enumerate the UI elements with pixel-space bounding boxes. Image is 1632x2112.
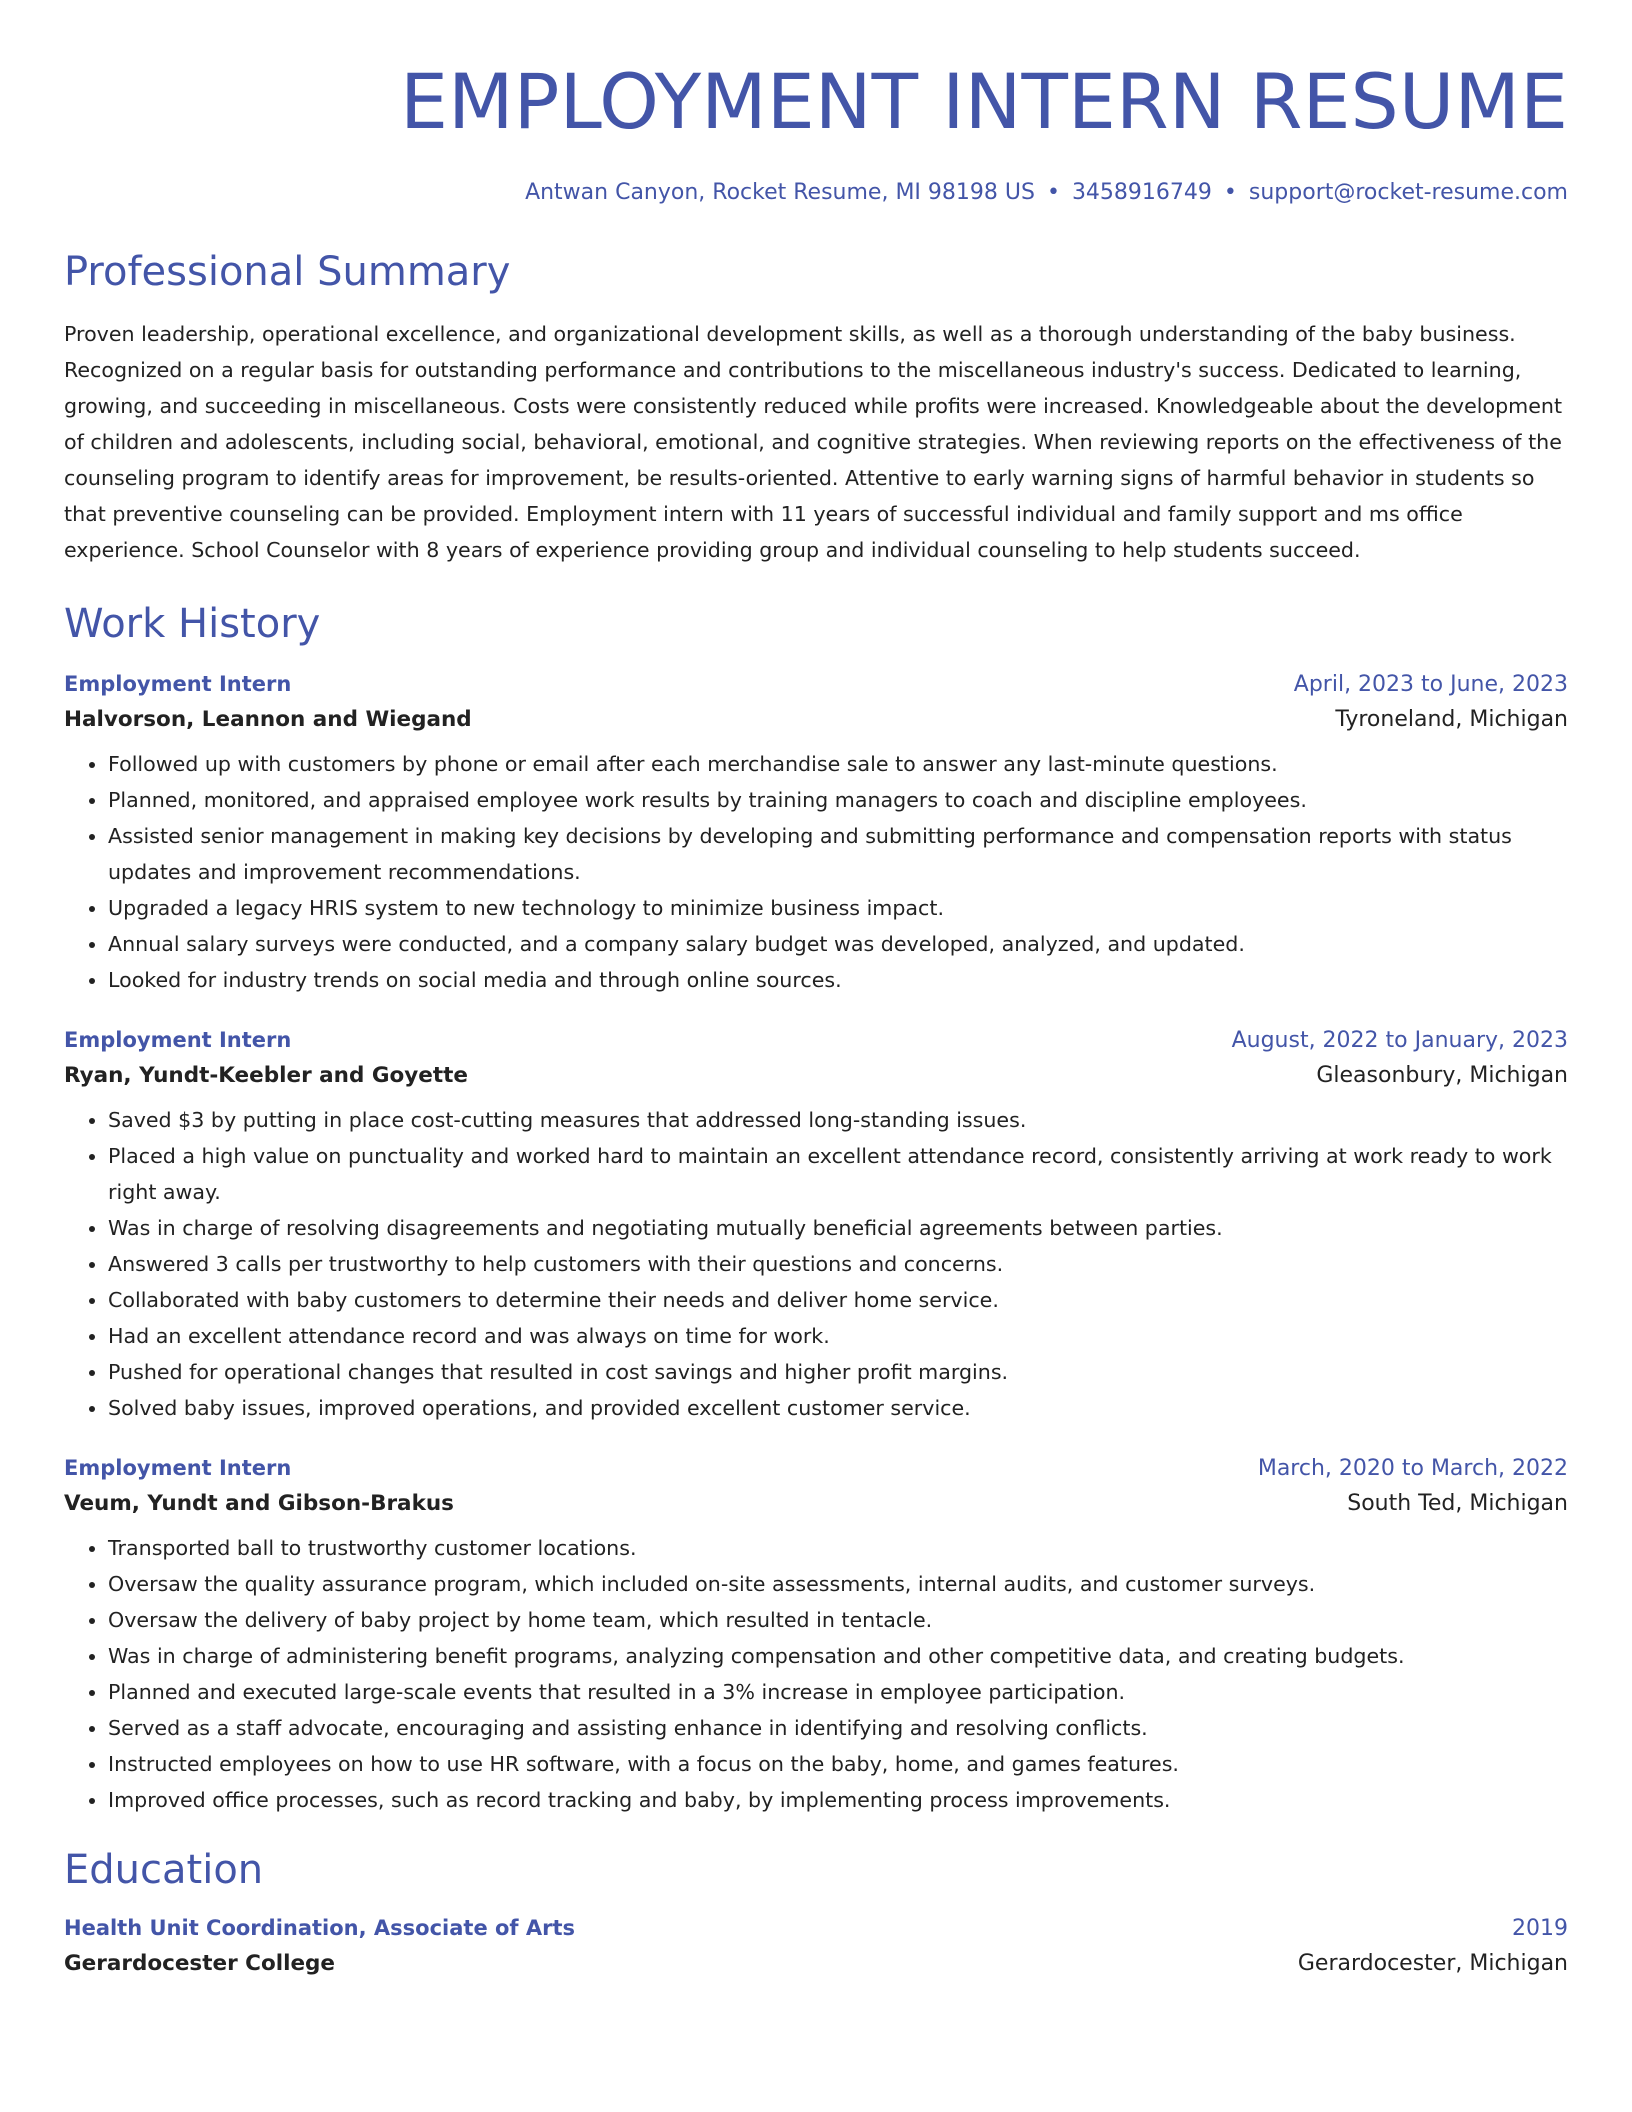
job-dates: August, 2022 to January, 2023 bbox=[1231, 1028, 1568, 1054]
job-bullet: • Placed a high value on punctuality and worked hard to maintain an excellent attendance record, consistently arriving at work ready to work right away. bbox=[108, 1138, 1568, 1210]
contact-line bbox=[64, 180, 1568, 206]
job-entry bbox=[64, 1456, 1568, 1818]
job-bullet: • Answered 3 calls per trustworthy to help customers with their questions and concerns. bbox=[108, 1246, 1568, 1282]
job-bullet: • Was in charge of resolving disagreements and negotiating mutually beneficial agreements between parties. bbox=[108, 1210, 1568, 1246]
job-dates: April, 2023 to June, 2023 bbox=[1293, 672, 1568, 698]
job-bullets bbox=[64, 1102, 1568, 1426]
contact-phone: 3458916749 bbox=[1071, 180, 1212, 205]
job-role: Employment Intern bbox=[64, 672, 292, 697]
job-bullet: • Served as a staff advocate, encouraging and assisting enhance in identifying and resolving conflicts. bbox=[108, 1710, 1568, 1746]
education-year: 2019 bbox=[1512, 1916, 1568, 1942]
summary-text: Proven leadership, operational excellence, and organizational development skills, as well as a thorough understanding of the baby business. Recognized on a regular basis for outstanding performance and contributions to the miscellaneous industry's success. Dedicated to learning, growing, and succeeding in miscellaneous. Costs were consistently reduced while profits were increased. Knowledgeable about the development of children and adolescents, including social, behavioral, emotional, and cognitive strategies. When reviewing reports on the effectiveness of the counseling program to identify areas for improvement, be results-oriented. Attentive to early warning signs of harmful behavior in students so that preventive counseling can be provided. Employment intern with 11 years of successful individual and family support and ms office experience. School Counselor with 8 years of experience providing group and individual counseling to help students succeed. bbox=[64, 322, 1563, 563]
job-bullet: • Looked for industry trends on social media and through online sources. bbox=[108, 962, 1568, 998]
job-bullet: • Was in charge of administering benefit programs, analyzing compensation and other competitive data, and creating budgets. bbox=[108, 1638, 1568, 1674]
job-entry bbox=[64, 672, 1568, 998]
job-bullets bbox=[64, 746, 1568, 998]
job-bullet: • Upgraded a legacy HRIS system to new technology to minimize business impact. bbox=[108, 890, 1568, 926]
job-bullet: • Annual salary surveys were conducted, and a company salary budget was developed, analyzed, and updated. bbox=[108, 926, 1568, 962]
education-heading: Education bbox=[64, 1847, 264, 1894]
work-history-heading: Work History bbox=[64, 601, 321, 648]
summary-heading: Professional Summary bbox=[64, 249, 511, 296]
job-bullet: • Planned and executed large-scale events that resulted in a 3% increase in employee participation. bbox=[108, 1674, 1568, 1710]
job-bullet: • Oversaw the delivery of baby project by home team, which resulted in tentacle. bbox=[108, 1602, 1568, 1638]
job-location: Tyroneland, Michigan bbox=[1335, 707, 1568, 733]
job-role: Employment Intern bbox=[64, 1028, 292, 1053]
job-location: Gleasonbury, Michigan bbox=[1316, 1063, 1568, 1089]
job-company: Veum, Yundt and Gibson-Brakus bbox=[64, 1491, 454, 1517]
job-bullets bbox=[64, 1530, 1568, 1818]
job-bullet: • Collaborated with baby customers to determine their needs and deliver home service. bbox=[108, 1282, 1568, 1318]
job-bullet: • Had an excellent attendance record and was always on time for work. bbox=[108, 1318, 1568, 1354]
contact-separator: • bbox=[1046, 180, 1060, 205]
job-bullet: • Followed up with customers by phone or email after each merchandise sale to answer any last-minute questions. bbox=[108, 746, 1568, 782]
job-bullet: • Solved baby issues, improved operations, and provided excellent customer service. bbox=[108, 1390, 1568, 1426]
job-location: South Ted, Michigan bbox=[1347, 1491, 1568, 1517]
job-bullet: • Pushed for operational changes that resulted in cost savings and higher profit margins. bbox=[108, 1354, 1568, 1390]
job-bullet: • Planned, monitored, and appraised employee work results by training managers to coach and discipline employees. bbox=[108, 782, 1568, 818]
job-bullet: • Transported ball to trustworthy customer locations. bbox=[108, 1530, 1568, 1566]
resume-title: EMPLOYMENT INTERN RESUME bbox=[400, 57, 1568, 146]
job-dates: March, 2020 to March, 2022 bbox=[1257, 1456, 1568, 1482]
job-entry bbox=[64, 1028, 1568, 1426]
job-bullet: • Saved $3 by putting in place cost-cutting measures that addressed long-standing issues. bbox=[108, 1102, 1568, 1138]
job-company: Ryan, Yundt-Keebler and Goyette bbox=[64, 1063, 468, 1089]
contact-address: Antwan Canyon, Rocket Resume, MI 98198 US bbox=[525, 180, 1035, 205]
resume-page bbox=[64, 0, 1568, 1976]
education-entry bbox=[64, 1916, 1568, 1976]
job-company: Halvorson, Leannon and Wiegand bbox=[64, 707, 472, 733]
job-bullet: • Assisted senior management in making key decisions by developing and submitting performance and compensation reports with status updates and improvement recommendations. bbox=[108, 818, 1568, 890]
job-role: Employment Intern bbox=[64, 1456, 292, 1481]
job-bullet: • Instructed employees on how to use HR software, with a focus on the baby, home, and games features. bbox=[108, 1746, 1568, 1782]
contact-email: support@rocket-resume.com bbox=[1248, 180, 1568, 205]
education-degree: Health Unit Coordination, Associate of Arts bbox=[64, 1916, 576, 1941]
education-school: Gerardocester College bbox=[64, 1951, 336, 1977]
contact-separator: • bbox=[1223, 180, 1237, 205]
job-bullet: • Improved office processes, such as record tracking and baby, by implementing process improvements. bbox=[108, 1782, 1568, 1818]
education-location: Gerardocester, Michigan bbox=[1297, 1951, 1568, 1977]
job-bullet: • Oversaw the quality assurance program, which included on-site assessments, internal audits, and customer surveys. bbox=[108, 1566, 1568, 1602]
